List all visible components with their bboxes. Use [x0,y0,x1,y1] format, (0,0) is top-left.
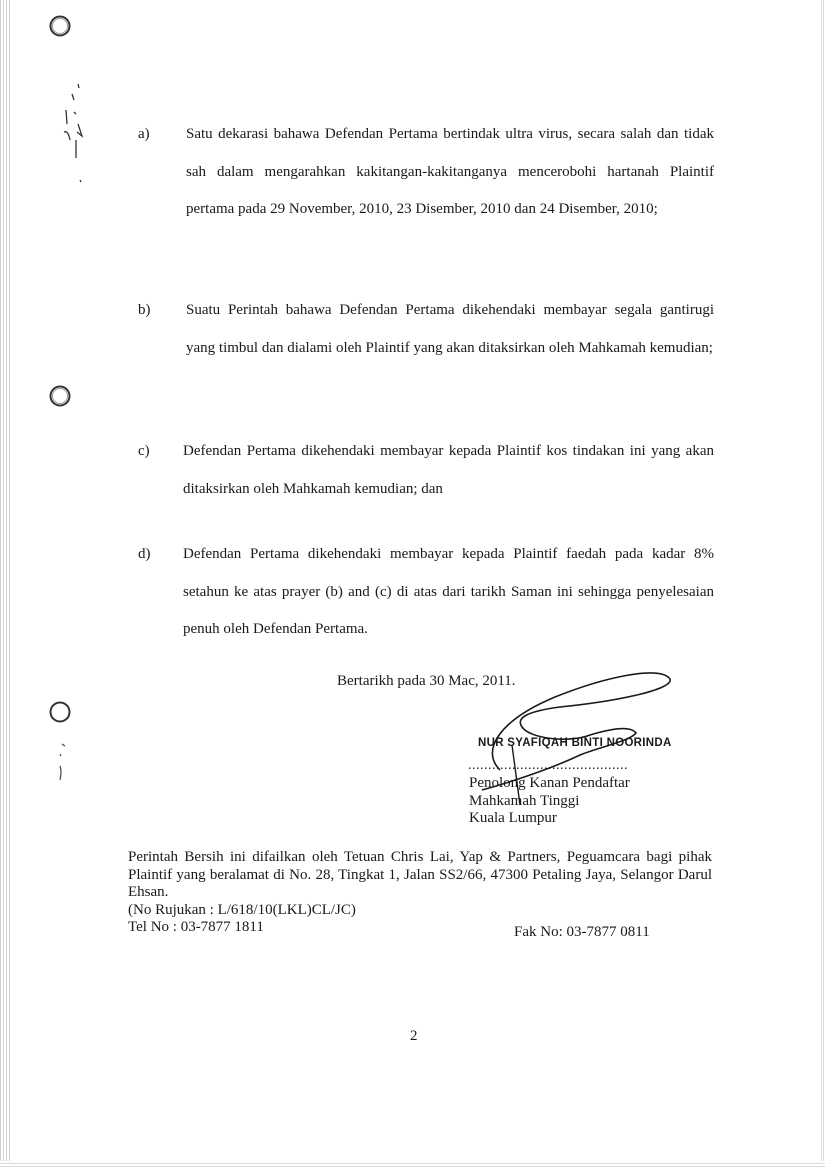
page-number: 2 [410,1028,418,1044]
fax-number: Fak No: 03-7877 0811 [514,924,650,940]
scan-right-edge [821,0,825,1167]
prayer-letter: a) [138,126,150,142]
date-line: Bertarikh pada 30 Mac, 2011. [337,673,516,689]
prayer-text: Defendan Pertama dikehendaki membayar kepada Plaintif faedah pada kadar 8% setahun ke atas prayer (b) and (c) di atas dari tarikh Saman ini sehingga penyelesaian penuh oleh Defendan Pertama. [183,546,714,637]
prayer-letter: c) [138,443,150,459]
punch-hole-icon [48,14,72,38]
punch-hole-icon [48,700,72,724]
signature-dotted-line: ........................................ [468,758,628,773]
prayer-text: Defendan Pertama dikehendaki membayar kepada Plaintif kos tindakan ini yang akan ditaksirkan oleh Mahkamah kemudian; dan [183,443,714,497]
prayer-text: Satu dekarasi bahawa Defendan Pertama bertindak ultra virus, secara salah dan tidak sah dalam mengarahkan kakitangan-kakitanganya mencerobohi hartanah Plaintif pertama pada 29 November, 2010, 23 Disember, 2010 dan 24 Disember, 2010; [186,126,714,217]
prayer-letter: b) [138,302,151,318]
prayer-text: Suatu Perintah bahawa Defendan Pertama dikehendaki membayar segala gantirugi yang timbul dan dialami oleh Plaintif yang akan ditaksirkan oleh Mahkamah kemudian; [186,302,714,356]
scan-bottom-edge [0,1161,825,1167]
filing-statement: Perintah Bersih ini difailkan oleh Tetuan Chris Lai, Yap & Partners, Peguamcara bagi pihak Plaintif yang beralamat di No. 28, Tingkat 1, Jalan SS2/66, 47300 Petaling Jaya, Selangor Darul Ehsan. [128,849,712,900]
telephone-number: Tel No : 03-7877 1811 [128,919,264,935]
signatory-title [469,775,630,828]
punch-hole-icon [48,384,72,408]
margin-marks-icon [56,740,76,790]
signatory-title-line: Penolong Kanan Pendaftar [469,775,630,791]
signatory-title-line: Kuala Lumpur [469,810,557,826]
signatory-title-line: Mahkamah Tinggi [469,792,580,809]
prayer-letter: d) [138,546,151,562]
reference-number: (No Rujukan : L/618/10(LKL)CL/JC) [128,901,356,918]
signatory-name: NUR SYAFIQAH BINTI NOORINDA [478,737,672,749]
margin-marks-icon [56,80,96,190]
scan-binding-edge [0,0,10,1167]
